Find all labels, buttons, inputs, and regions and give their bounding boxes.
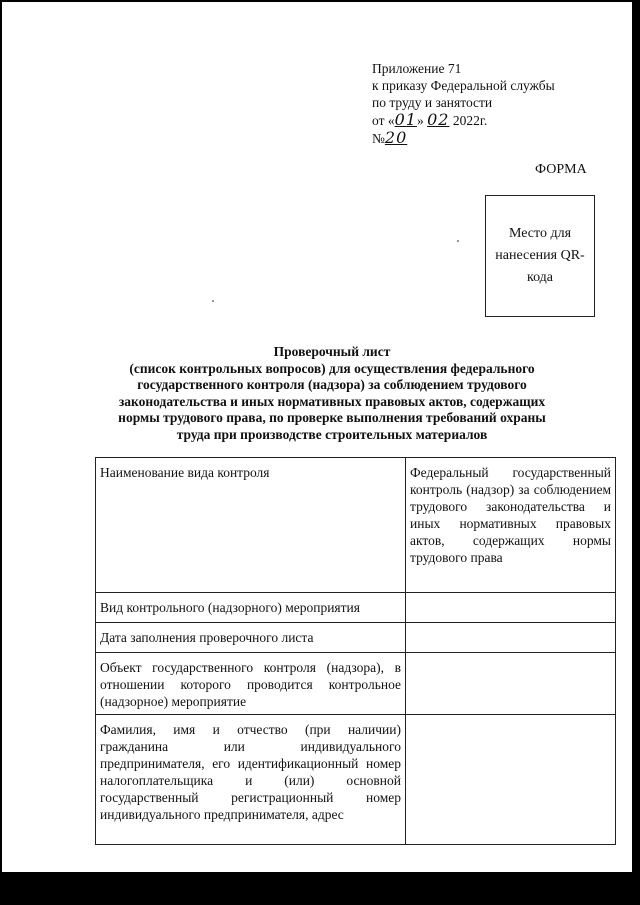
date-year: 2022г.	[449, 113, 488, 128]
handwritten-month: 02	[427, 110, 450, 129]
row-value	[406, 715, 616, 845]
handwritten-number: 20	[384, 128, 408, 147]
table-row	[96, 458, 616, 593]
scan-speck	[457, 240, 459, 242]
document-page	[2, 2, 632, 872]
qr-code-placeholder-box	[485, 195, 595, 317]
appendix-line-3: по труду и занятости	[372, 95, 493, 110]
title-line-1: Проверочный лист	[273, 344, 391, 359]
form-label: ФОРМА	[535, 162, 587, 177]
row-label: Объект государственного контроля (надзора), в отношении которого проводится контрольное (надзорное) мероприятие	[96, 653, 406, 715]
appendix-number-line	[372, 129, 602, 147]
row-label: Наименование вида контроля	[96, 458, 406, 593]
title-line-6: труда при производстве строительных материалов	[176, 426, 488, 442]
number-label: №	[372, 131, 385, 146]
row-value	[406, 623, 616, 653]
appendix-header	[372, 60, 602, 147]
document-title	[82, 344, 582, 443]
row-label: Фамилия, имя и отчество (при наличии) гражданина или индивидуального предпринимателя, его идентификационный номер налогоплательщика и (или) основной государственный регистрационный номер индивидуального предпринимателя, адрес	[96, 715, 406, 845]
row-label: Вид контрольного (надзорного) мероприятия	[96, 593, 406, 623]
checklist-info-table	[95, 457, 616, 845]
appendix-line-2: к приказу Федеральной службы	[372, 78, 555, 93]
date-prefix: от «	[372, 113, 395, 128]
handwritten-day: 01	[394, 110, 417, 129]
table-row	[96, 715, 616, 845]
date-mid: »	[416, 113, 428, 128]
row-label: Дата заполнения проверочного листа	[96, 623, 406, 653]
title-line-3: государственного контроля (надзора) за соблюдением трудового	[137, 377, 527, 392]
row-value	[406, 653, 616, 715]
scan-speck	[212, 300, 214, 302]
row-value: Федеральный государственный контроль (надзор) за соблюдением трудового законодательства и иных нормативных правовых актов, содержащих нормы трудового права	[406, 458, 616, 593]
row-value	[406, 593, 616, 623]
qr-placeholder-text: Место для нанесения QR-кода	[495, 226, 585, 285]
appendix-date-line	[372, 111, 602, 129]
appendix-line-1: Приложение 71	[372, 61, 462, 76]
table-row	[96, 593, 616, 623]
table-row	[96, 653, 616, 715]
title-line-2: (список контрольных вопросов) для осуществления федерального	[129, 360, 535, 376]
title-line-4: законодательства и иных нормативных правовых актов, содержащих	[118, 393, 546, 409]
title-line-5: нормы трудового права, по проверке выполнения требований охраны	[118, 410, 546, 425]
table-row	[96, 623, 616, 653]
